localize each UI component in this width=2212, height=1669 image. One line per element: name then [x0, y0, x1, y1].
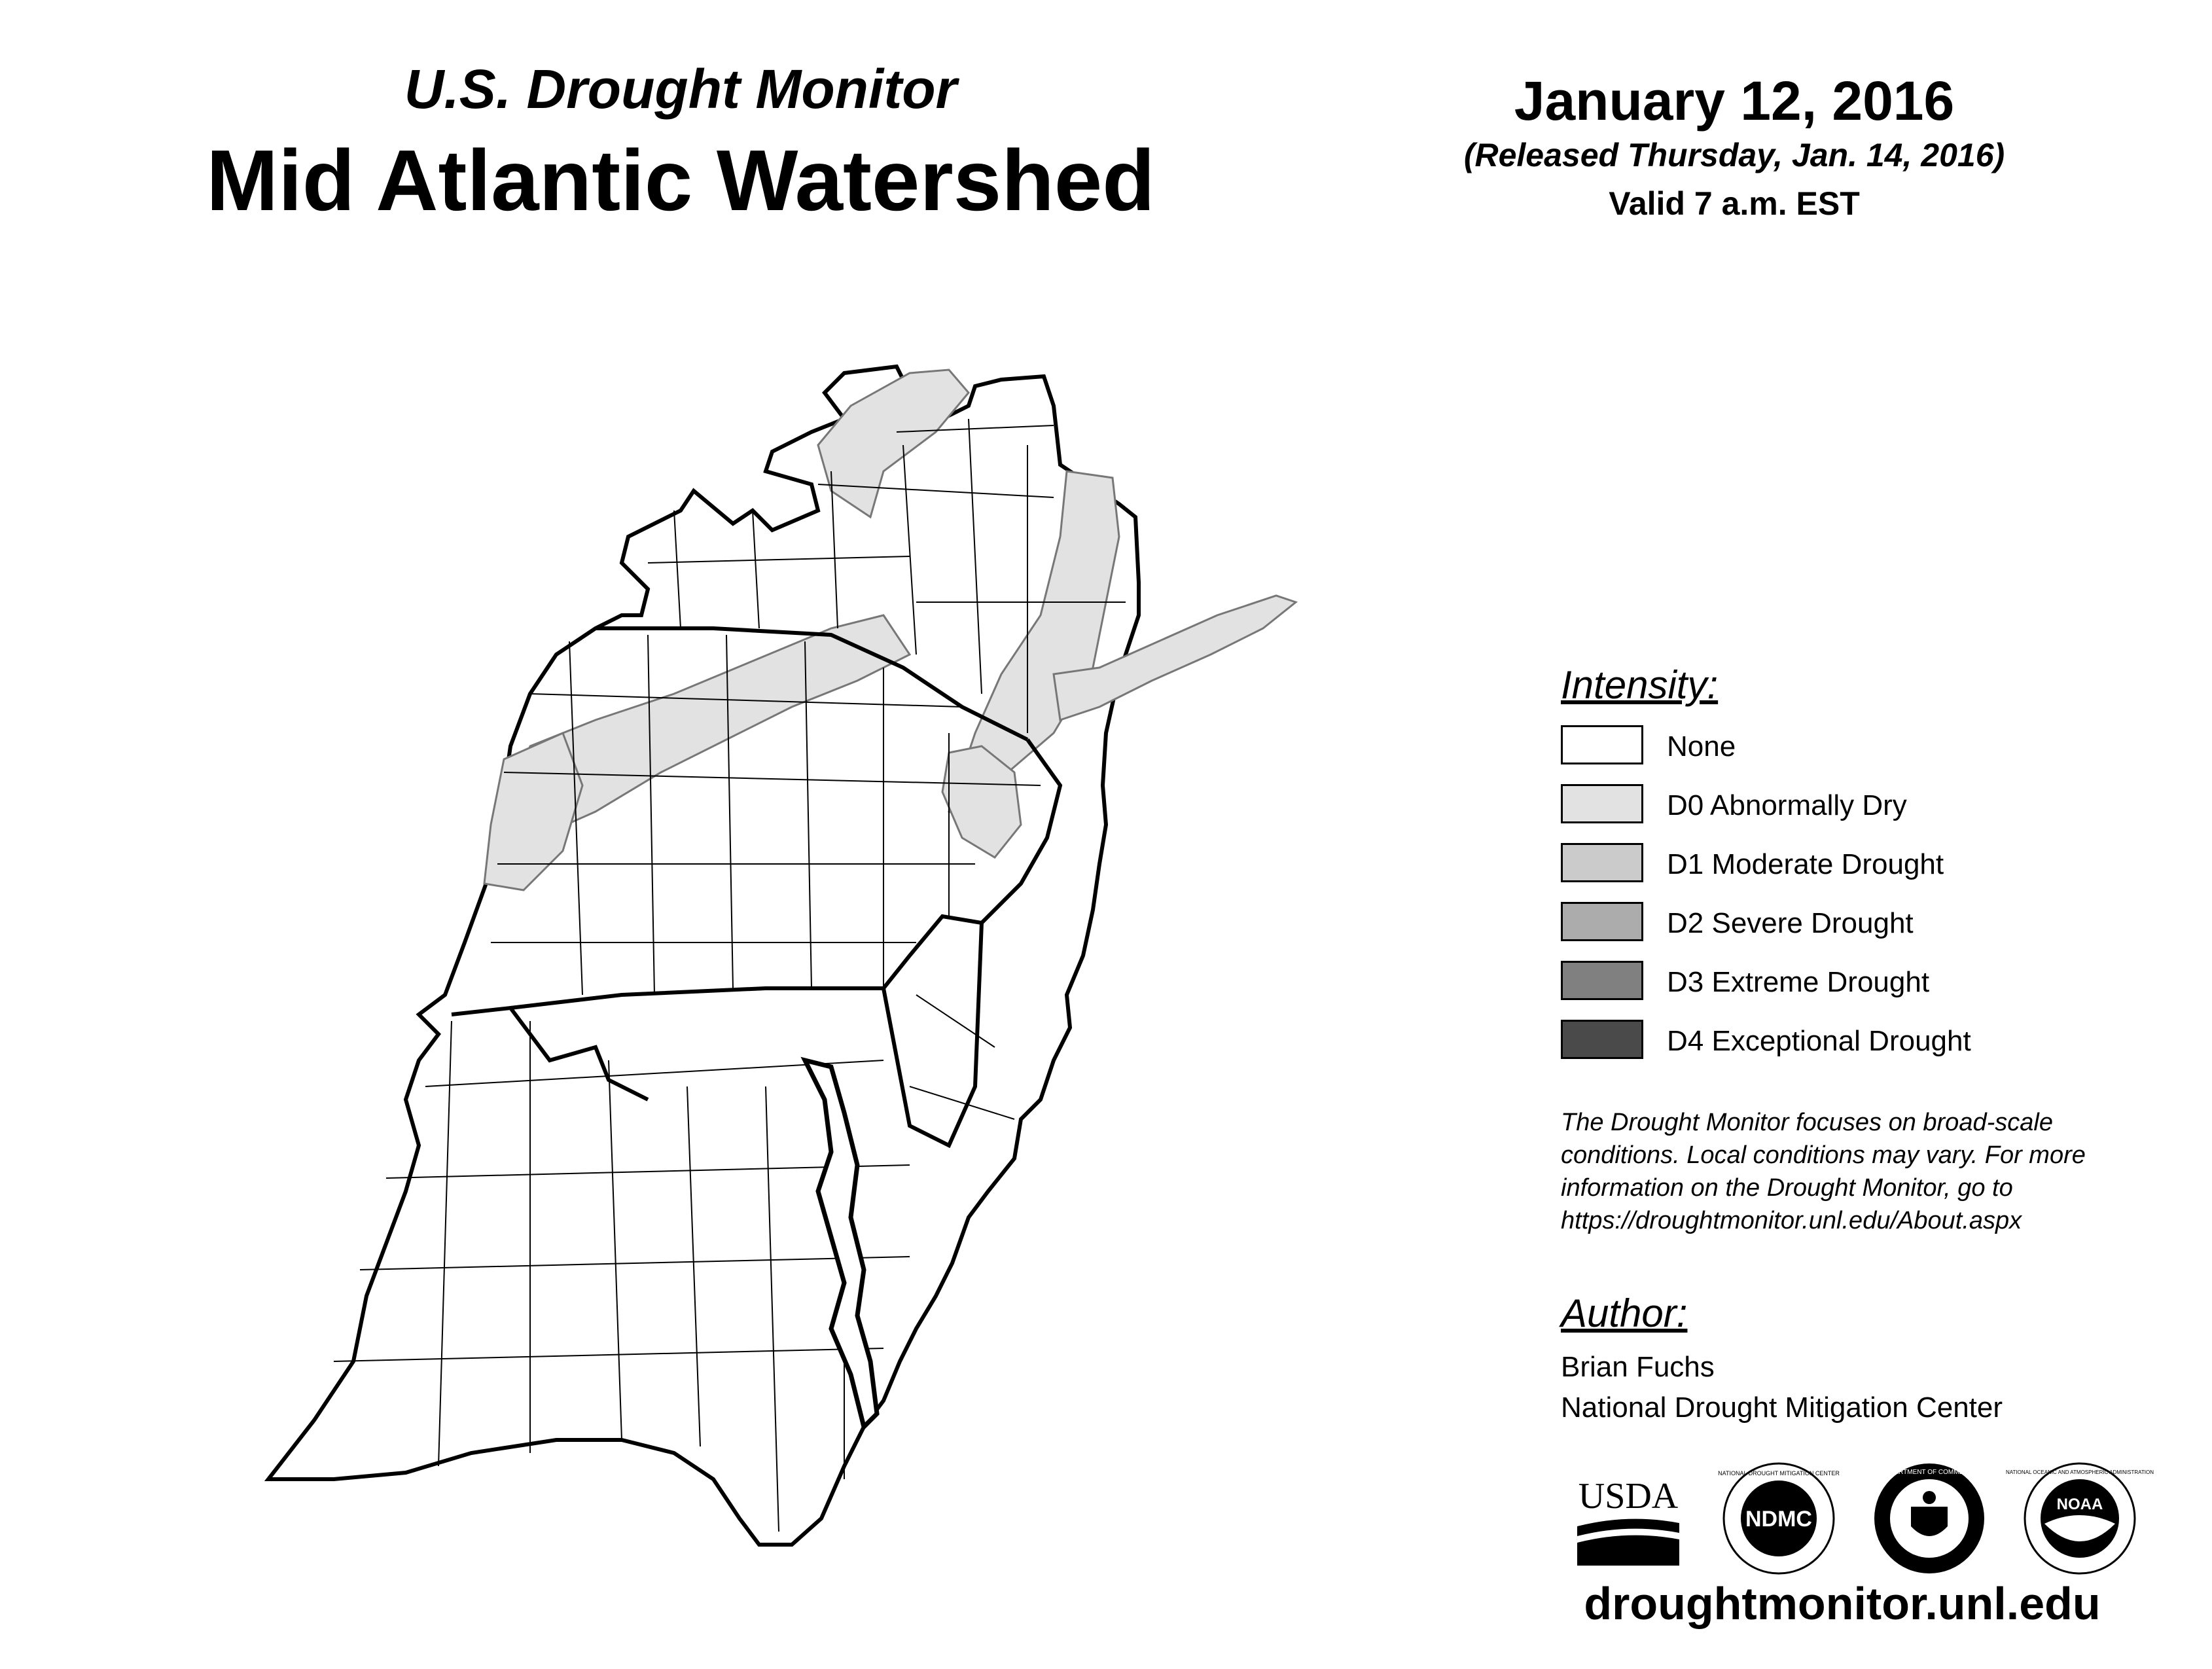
release-date: (Released Thursday, Jan. 14, 2016) [1463, 137, 2005, 173]
author-organization: National Drought Mitigation Center [1561, 1391, 2003, 1424]
note-url[interactable]: https://droughtmonitor.unl.edu/About.aspx [1561, 1207, 2022, 1234]
website-url[interactable]: droughtmonitor.unl.edu [1584, 1578, 2101, 1629]
legend-swatch [1561, 843, 1643, 882]
legend-label: D4 Exceptional Drought [1667, 1025, 1971, 1057]
legend-swatch [1561, 784, 1643, 823]
author-name: Brian Fuchs [1561, 1351, 1715, 1383]
disclaimer-note [1561, 1106, 2150, 1237]
usda-logo-text: USDA [1578, 1476, 1679, 1516]
legend-swatch [1561, 1020, 1643, 1059]
legend-label: D1 Moderate Drought [1667, 848, 1944, 880]
legend-swatch [1561, 902, 1643, 941]
commerce-ring-text: DEPARTMENT OF COMMERCE [1881, 1469, 1978, 1476]
valid-time: Valid 7 a.m. EST [1609, 185, 1860, 222]
legend-swatch [1561, 725, 1643, 764]
usda-logo [1571, 1461, 1686, 1576]
map-subtitle: U.S. Drought Monitor [404, 58, 957, 120]
legend-label: None [1667, 730, 1736, 763]
legend-swatch [1561, 961, 1643, 1000]
watershed-outline [268, 367, 1139, 1545]
noaa-ring-text: NATIONAL OCEANIC AND ATMOSPHERIC ADMINISTRATION [2006, 1469, 2154, 1475]
valid-date: January 12, 2016 [1514, 70, 1955, 132]
legend-label: D0 Abnormally Dry [1667, 789, 1907, 821]
note-line: information on the Drought Monitor, go to [1561, 1174, 2013, 1202]
legend-label: D2 Severe Drought [1667, 907, 1914, 939]
author-heading: Author: [1561, 1291, 1688, 1335]
ndmc-ring-text: NATIONAL DROUGHT MITIGATION CENTER [1718, 1470, 1840, 1477]
ndmc-logo [1718, 1461, 1840, 1576]
note-line: The Drought Monitor focuses on broad-scale [1561, 1109, 2053, 1136]
legend-title: Intensity: [1561, 663, 1719, 707]
note-line: conditions. Local conditions may vary. For more [1561, 1141, 2086, 1169]
drought-map [255, 367, 1315, 1597]
noaa-logo [2006, 1461, 2154, 1576]
map-title: Mid Atlantic Watershed [206, 132, 1155, 228]
legend-label: D3 Extreme Drought [1667, 966, 1930, 998]
ndmc-logo-text: NDMC [1745, 1507, 1812, 1532]
noaa-logo-text: NOAA [2056, 1496, 2103, 1513]
commerce-seal [1872, 1461, 1987, 1576]
